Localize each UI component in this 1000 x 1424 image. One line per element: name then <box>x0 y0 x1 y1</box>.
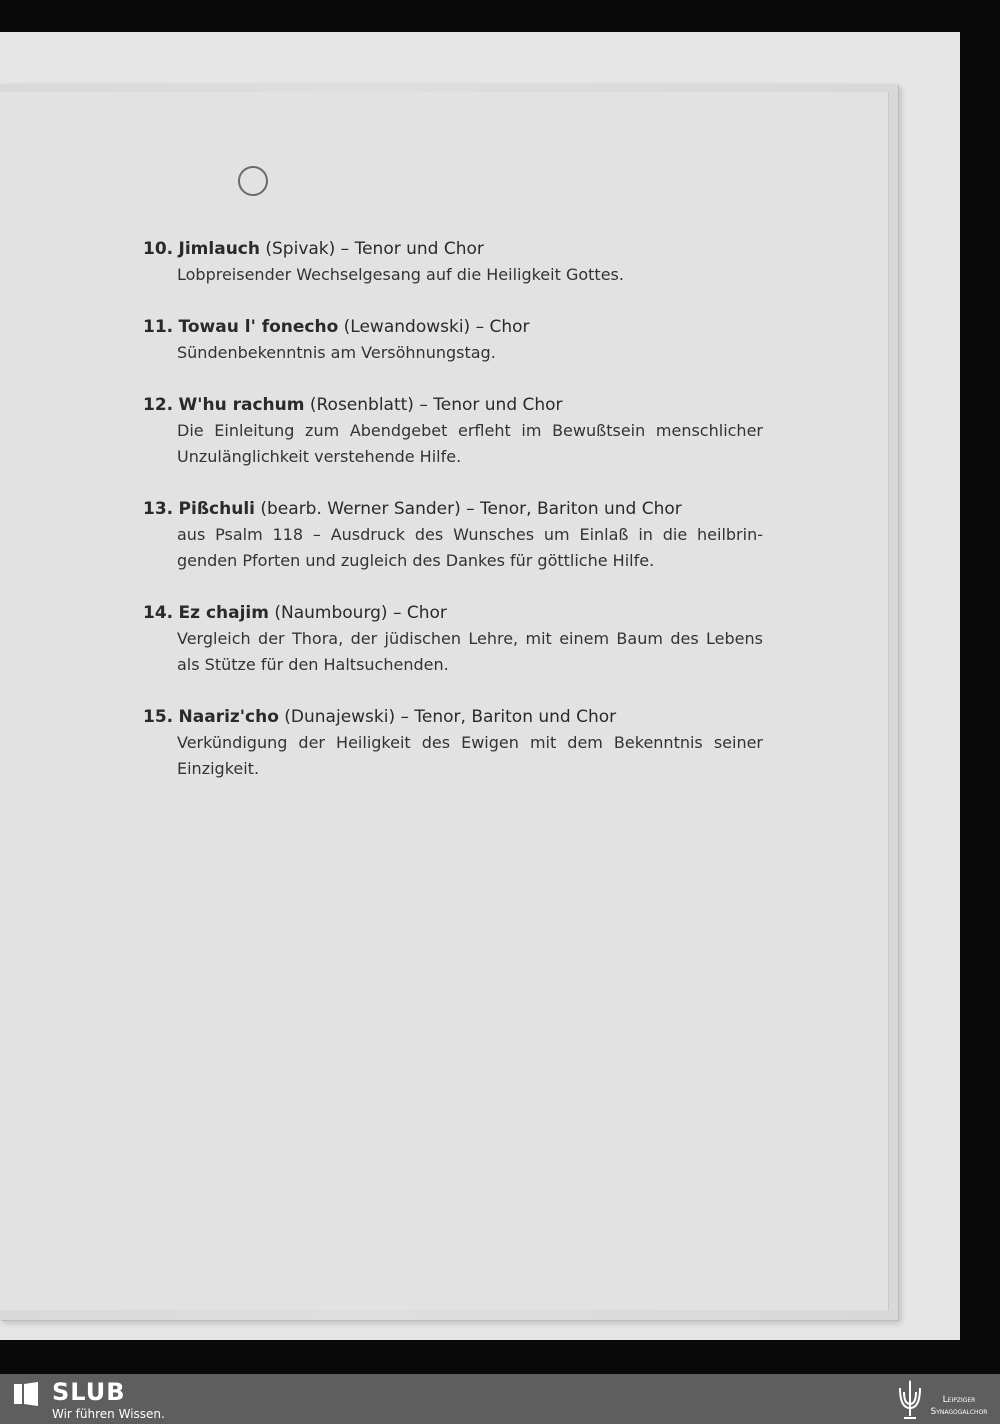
program-item-description: aus Psalm 118 – Ausdruck des Wunsches um Einlaß in die heilbringenden Pforten und zugleich des Dankes für göttliche Hilfe. <box>177 525 763 570</box>
library-name[interactable]: SLUB <box>52 1378 126 1406</box>
program-item-heading <box>143 600 763 626</box>
punch-hole-icon <box>238 166 268 196</box>
program-item-number: 13. <box>143 499 174 519</box>
program-item-details: (Rosenblatt) – Tenor und Chor <box>304 395 563 415</box>
program-item-description: Verkündigung der Heiligkeit des Ewigen mit dem Bekenntnis seiner Einzigkeit. <box>177 733 763 778</box>
choir-name-line2: Synagogalchor <box>930 1407 988 1417</box>
program-item-details: (Spivak) – Tenor und Chor <box>259 239 484 259</box>
program-item-title: Pißchuli <box>178 499 255 519</box>
library-tagline: Wir führen Wissen. <box>52 1407 165 1421</box>
program-item-title: Jimlauch <box>178 239 260 259</box>
program-item-description: Lobpreisender Wechselgesang auf die Heiligkeit Gottes. <box>177 265 624 284</box>
program-item-details: (Lewandowski) – Chor <box>338 317 530 337</box>
program-item-details: (Dunajewski) – Tenor, Bariton und Chor <box>278 707 617 727</box>
program-item-title: Towau l' fonecho <box>178 317 339 337</box>
program-item-description: Vergleich der Thora, der jüdischen Lehre, mit einem Baum des Lebens als Stütze für den Haltsuchenden. <box>177 629 763 674</box>
program-item-heading <box>143 236 763 262</box>
program-item-heading <box>143 314 763 340</box>
program-item <box>143 704 763 782</box>
choir-name-line1: Leipziger <box>942 1395 976 1405</box>
program-item-title: W'hu rachum <box>178 395 305 415</box>
program-item-title: Naariz'cho <box>178 707 279 727</box>
program-item <box>143 392 763 470</box>
menorah-icon <box>896 1378 924 1422</box>
program-item-heading <box>143 704 763 730</box>
choir-name[interactable] <box>922 1394 996 1418</box>
slub-logo-icon[interactable] <box>12 1380 40 1408</box>
program-item <box>143 600 763 678</box>
program-item-details: (bearb. Werner Sander) – Tenor, Bariton und Chor <box>254 499 682 519</box>
program-item-number: 10. <box>143 239 174 259</box>
program-item-title: Ez chajim <box>178 603 269 623</box>
program-item <box>143 236 763 288</box>
program-item-number: 15. <box>143 707 174 727</box>
program-item-heading <box>143 392 763 418</box>
program-item-details: (Naumbourg) – Chor <box>268 603 447 623</box>
program-list <box>143 236 763 808</box>
footer-bar <box>0 1374 1000 1424</box>
program-item-heading <box>143 496 763 522</box>
program-item-description: Sündenbekenntnis am Versöhnungstag. <box>177 343 496 362</box>
program-item <box>143 496 763 574</box>
program-item-number: 14. <box>143 603 174 623</box>
program-item <box>143 314 763 366</box>
program-item-number: 11. <box>143 317 174 337</box>
program-item-description: Die Einleitung zum Abendgebet erfleht im Bewußtsein menschlicher Unzulänglichkeit verstehende Hilfe. <box>177 421 763 466</box>
program-item-number: 12. <box>143 395 174 415</box>
